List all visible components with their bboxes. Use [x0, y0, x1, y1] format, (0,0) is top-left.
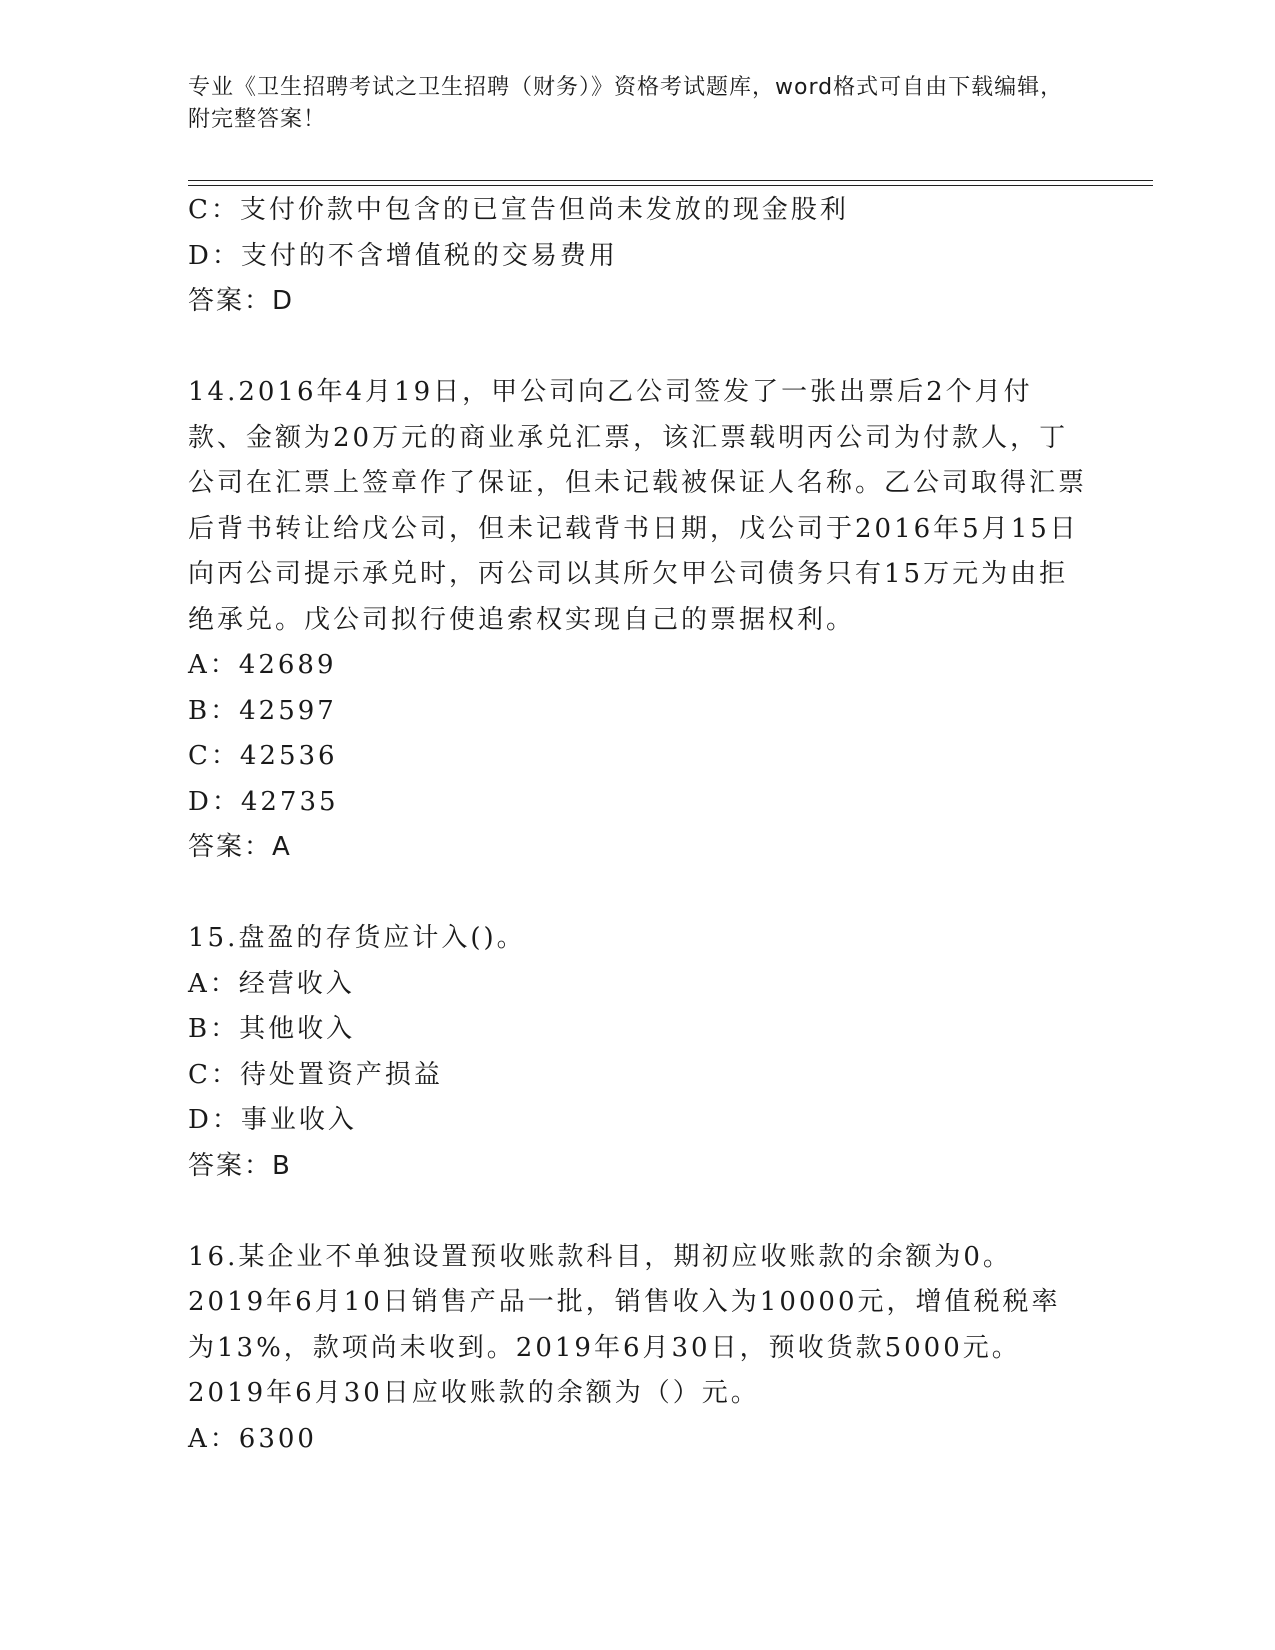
- q15-option-c: C：待处置资产损益: [188, 1059, 443, 1090]
- q14-option-b: B：42597: [188, 695, 337, 726]
- q14-answer: 答案：A: [188, 832, 292, 862]
- header-rule-top: [188, 180, 1153, 181]
- q15-stem: 15.盘盈的存货应计入()。: [188, 923, 526, 953]
- q15-option-a: A：经营收入: [188, 968, 355, 999]
- q14-option-a: A：42689: [188, 650, 337, 680]
- q15-option-b: B：其他收入: [188, 1014, 356, 1044]
- q15-answer: 答案：B: [188, 1150, 292, 1181]
- document-header: 专业《卫生招聘考试之卫生招聘（财务）》资格考试题库，word格式可自由下载编辑，附完整答案！: [188, 75, 1064, 132]
- q15-option-d: D：事业收入: [188, 1105, 357, 1135]
- q13-option-d: D：支付的不含增值税的交易费用: [188, 240, 618, 271]
- spacer: [188, 871, 1088, 917]
- spacer: [188, 1189, 1088, 1235]
- q14-stem: 14.2016年4月19日，甲公司向乙公司签发了一张出票后2个月付款、金额为20万元的商业承兑汇票，该汇票载明丙公司为付款人，丁公司在汇票上签章作了保证，但未记载被保证人名称。乙公司取得汇票后背书转让给戊公司，但未记载背书日期，戊公司于2016年5月15日向丙公司提示承兑时，丙公司以其所欠甲公司债务只有15万元为由拒绝承兑。戊公司拟行使追索权实现自己的票据权利。: [188, 377, 1088, 635]
- question-list: [188, 188, 1088, 1462]
- spacer: [188, 325, 1088, 371]
- q16-stem: 16.某企业不单独设置预收账款科目，期初应收账款的余额为0。2019年6月10日销售产品一批，销售收入为10000元，增值税税率为13%，款项尚未收到。2019年6月30日，预收货款5000元。2019年6月30日应收账款的余额为（）元。: [188, 1241, 1061, 1408]
- q14-option-d: D：42735: [188, 786, 339, 817]
- q13-answer: 答案：D: [188, 286, 295, 316]
- q13-option-c: C：支付价款中包含的已宣告但尚未发放的现金股利: [188, 195, 849, 225]
- q14-option-c: C：42536: [188, 741, 338, 771]
- q16-option-a: A：6300: [188, 1423, 317, 1454]
- header-rule-bottom: [188, 185, 1153, 186]
